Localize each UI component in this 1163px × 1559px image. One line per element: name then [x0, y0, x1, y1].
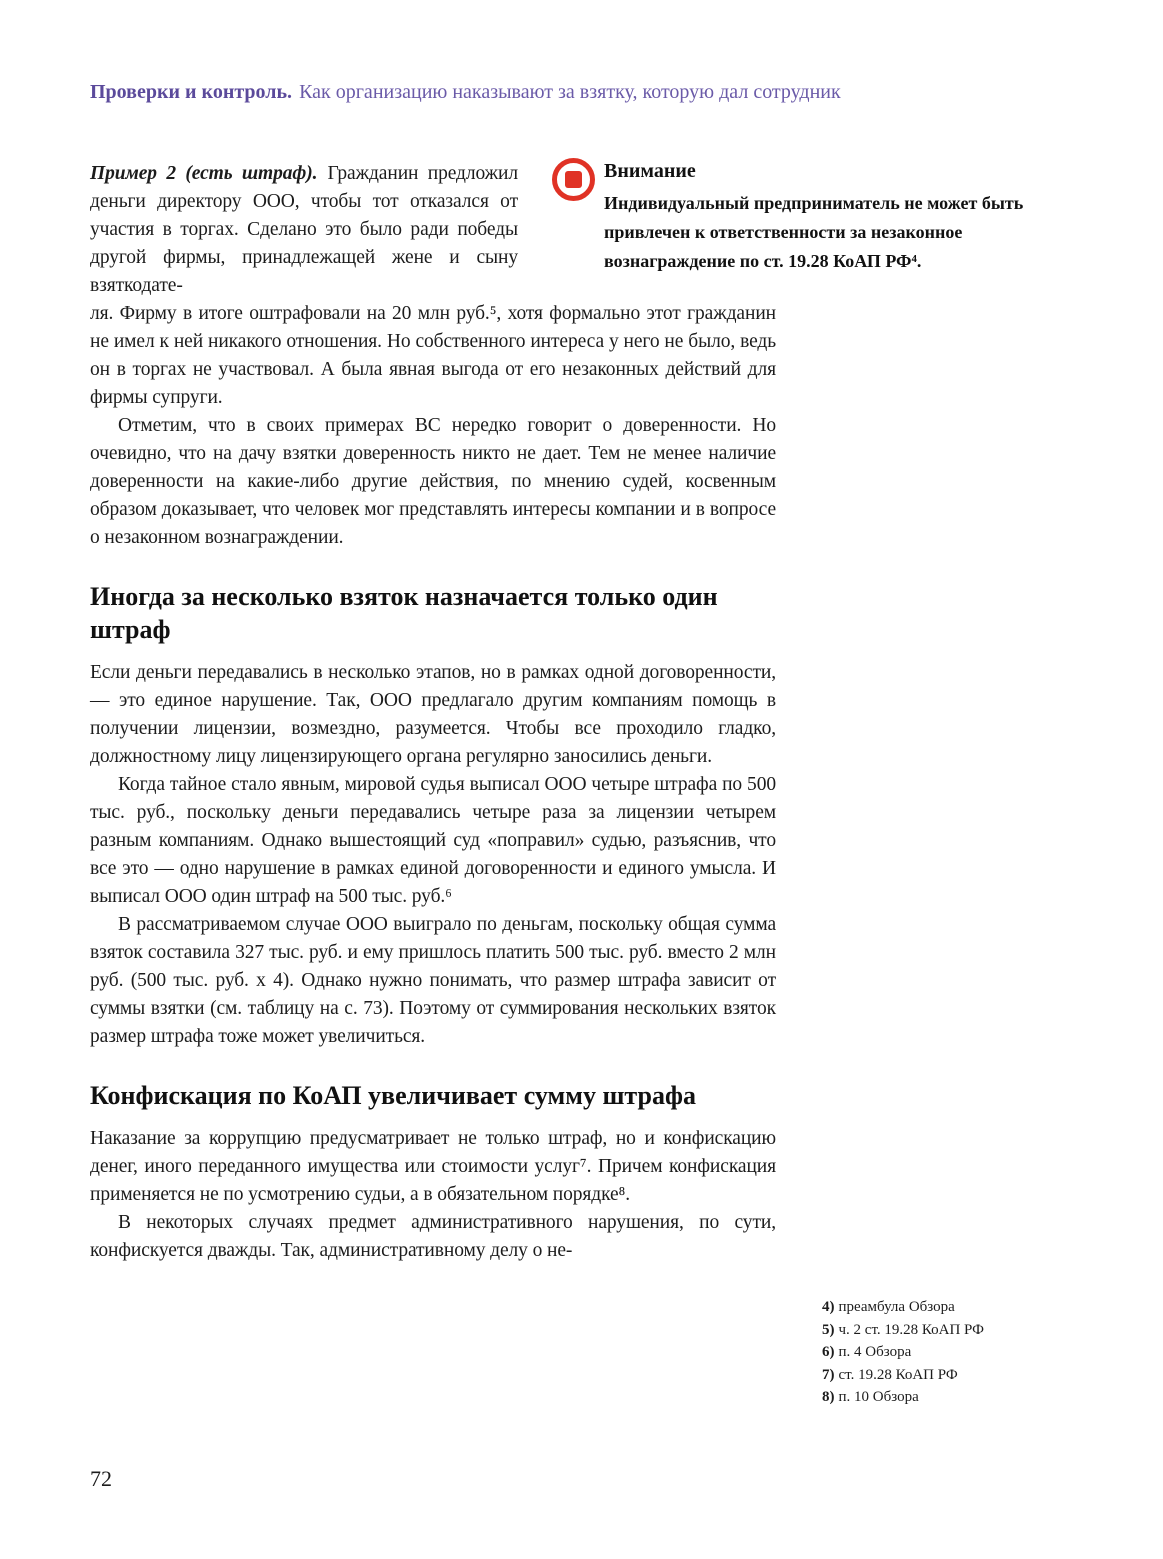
example-paragraph-narrow	[90, 160, 518, 300]
footnote	[822, 1341, 984, 1364]
paragraph: Отметим, что в своих примерах ВС нередко говорит о доверенности. Но очевидно, что на дачу взятки доверенность никто не дает. Тем не менее наличие доверенности на какие-либо другие действия, по мнению судей, косвенным образом доказывает, что человек мог представлять интересы компании и в вопросе о незаконном вознаграждении.	[90, 415, 776, 548]
footnote-number: 8)	[822, 1389, 835, 1405]
footnote-number: 6)	[822, 1344, 835, 1360]
footnote-text: преамбула Обзора	[838, 1299, 955, 1315]
example-text-narrow: Гражданин предложил деньги директору ООО, чтобы тот отказался от участия в торгах. Сделано это было ради победы другой фирмы, принадлежащей жене и сыну взяткодате-	[90, 163, 518, 296]
footnote-number: 7)	[822, 1366, 835, 1383]
footnote	[822, 1319, 984, 1342]
running-head-title: Как организацию наказывают за взятку, которую дал сотрудник	[299, 81, 841, 103]
page-number: 72	[90, 1466, 112, 1491]
example-paragraph-wide: ля. Фирму в итоге оштрафовали на 20 млн руб.⁵, хотя формально этот гражданин не имел к ней никакого отношения. Но собственного интереса у него не было, ведь он в торгах не участвовал. А была явная выгода от его незаконных действий для фирмы супруги.	[90, 303, 776, 408]
footnote-text: ст. 19.28 КоАП РФ	[838, 1366, 958, 1383]
attention-title: Внимание	[604, 160, 696, 182]
footnotes	[822, 1296, 984, 1409]
paragraph: В некоторых случаях предмет административного нарушения, по сути, конфискуется дважды. Так, административному делу о не-	[90, 1212, 776, 1261]
footnote-text: п. 10 Обзора	[838, 1389, 919, 1405]
footnote-text: ч. 2 ст. 19.28 КоАП РФ	[838, 1321, 984, 1338]
paragraph: Наказание за коррупцию предусматривает не только штраф, но и конфискацию денег, иного переданного имущества или стоимости услуг⁷. Причем конфискация применяется не по усмотрению судьи, а в обязательном порядке⁸.	[90, 1128, 776, 1205]
attention-text: Индивидуальный предприниматель не может быть привлечен к ответственности за незаконное вознаграждение по ст. 19.28 КоАП РФ⁴.	[604, 193, 1024, 271]
paragraph: Если деньги передавались в несколько этапов, но в рамках одной договоренности, — это единое нарушение. Так, ООО предлагало другим компаниям помощь в получении лицензии, возмездно, разумеется. Чтобы все проходило гладко, должностному лицу лицензирующего органа регулярно заносились деньги.	[90, 662, 776, 767]
footnote-text: п. 4 Обзора	[838, 1344, 912, 1360]
article-body	[90, 160, 776, 1265]
section-heading-confiscation: Конфискация по КоАП увеличивает сумму штрафа	[90, 1081, 696, 1110]
footnote-number: 4)	[822, 1299, 835, 1315]
footnote	[822, 1296, 984, 1319]
running-head-section: Проверки и контроль.	[90, 81, 293, 103]
paragraph: В рассматриваемом случае ООО выиграло по деньгам, поскольку общая сумма взяток составила 327 тыс. руб. и ему пришлось платить 500 тыс. руб. вместо 2 млн руб. (500 тыс. руб. х 4). Однако нужно понимать, что размер штрафа зависит от суммы взятки (см. таблицу на с. 73). Поэтому от суммирования нескольких взяток размер штрафа тоже может увеличиться.	[90, 914, 776, 1047]
footnote-number: 5)	[822, 1321, 835, 1338]
section-heading-multiple-bribes: Иногда за несколько взяток назначается только один штраф	[90, 582, 718, 644]
footnote	[822, 1364, 984, 1387]
footnote	[822, 1386, 984, 1409]
running-head	[90, 80, 841, 104]
paragraph: Когда тайное стало явным, мировой судья выписал ООО четыре штрафа по 500 тыс. руб., поскольку деньги передавались четыре раза за лицензии четырем разным компаниям. Однако вышестоящий суд «поправил» судью, разъяснив, что все это — одно нарушение в рамках единой договоренности и единого умысла. И выписал ООО один штраф на 500 тыс. руб.⁶	[90, 774, 776, 907]
example-label: Пример 2 (есть штраф).	[90, 163, 318, 184]
